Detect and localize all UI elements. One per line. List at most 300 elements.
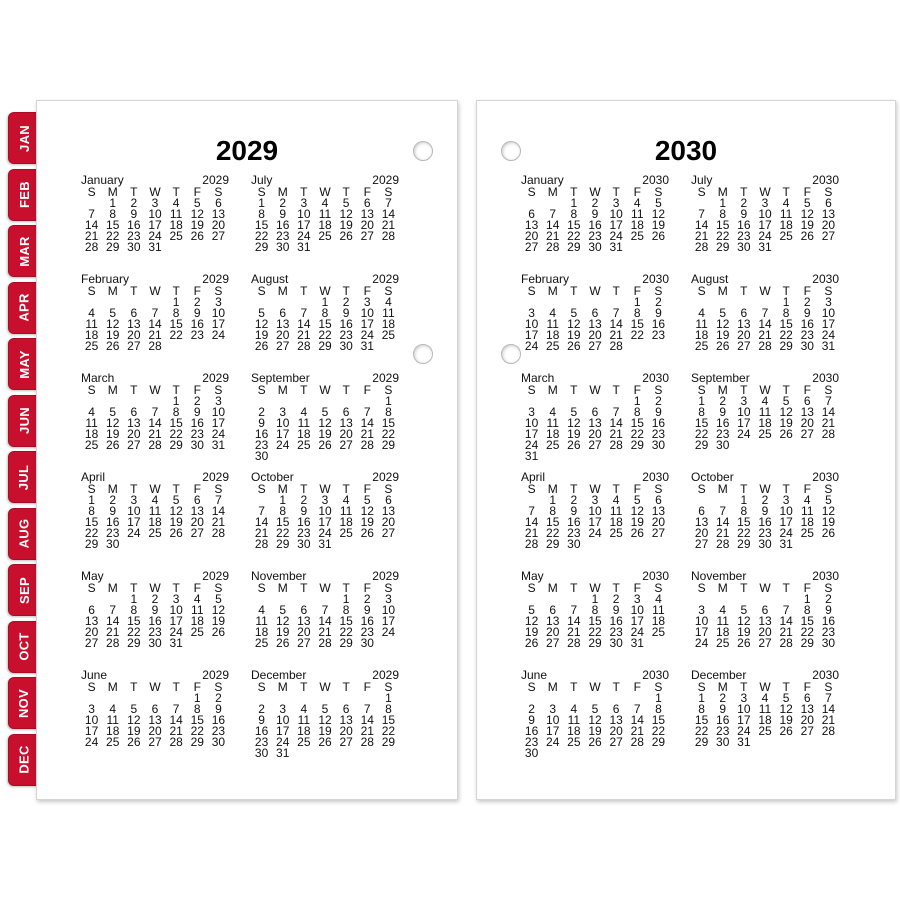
- month-year: 2029: [372, 173, 399, 187]
- day-cell: 18: [190, 614, 204, 628]
- weekday-label: T: [130, 383, 138, 397]
- day-cell: 8: [740, 504, 748, 518]
- day-cell: 8: [655, 702, 662, 716]
- day-cell: 9: [279, 207, 287, 221]
- day-cell: 23: [609, 625, 623, 639]
- day-cell: 23: [211, 724, 226, 738]
- month-april: [521, 470, 669, 550]
- day-cell: 17: [211, 317, 226, 331]
- day-cell: 18: [297, 724, 311, 738]
- day-cell: 14: [567, 614, 581, 628]
- day-cell: 1: [342, 592, 350, 606]
- day-cell: 17: [588, 515, 602, 529]
- weekday-label: T: [570, 383, 578, 397]
- day-cell: 20: [127, 427, 141, 441]
- day-cell: 12: [190, 207, 204, 221]
- day-cell: 14: [630, 713, 644, 727]
- day-cell: 12: [276, 614, 290, 628]
- day-cell: 18: [800, 515, 814, 529]
- day-cell: 1: [633, 295, 641, 309]
- day-cell: 24: [694, 636, 709, 650]
- day-cell: 20: [588, 328, 602, 342]
- day-cell: 22: [546, 526, 560, 540]
- weekday-label: W: [149, 185, 161, 199]
- day-cell: 20: [211, 218, 226, 232]
- weekday-label: S: [824, 383, 833, 397]
- day-cell: 25: [84, 339, 99, 353]
- weekday-label: F: [633, 581, 641, 595]
- day-cell: 6: [761, 603, 769, 617]
- weekday-label: M: [107, 185, 118, 199]
- day-cell: 17: [524, 328, 539, 342]
- day-cell: 15: [106, 218, 120, 232]
- day-cell: 1: [591, 592, 599, 606]
- weekday-label: S: [87, 383, 96, 397]
- day-cell: 27: [609, 735, 623, 749]
- month-year: 2029: [372, 272, 399, 286]
- month-september: [251, 371, 399, 462]
- day-cell: 3: [385, 592, 392, 606]
- weekday-label: W: [759, 680, 771, 694]
- day-cell: 22: [381, 427, 396, 441]
- day-cell: 10: [524, 317, 539, 331]
- day-cell: 11: [297, 713, 311, 727]
- day-cell: 1: [130, 592, 138, 606]
- day-cell: 7: [321, 603, 329, 617]
- day-grid: [251, 484, 399, 550]
- day-cell: 5: [591, 702, 599, 716]
- day-cell: 13: [800, 405, 814, 419]
- day-cell: 14: [318, 614, 332, 628]
- day-cell: 20: [546, 625, 560, 639]
- day-cell: 18: [297, 427, 311, 441]
- day-cell: 27: [297, 636, 311, 650]
- month-year: 2030: [642, 371, 669, 385]
- weekday-label: F: [193, 482, 201, 496]
- binder-hole: [413, 141, 433, 161]
- day-cell: 13: [758, 614, 772, 628]
- day-cell: 9: [761, 504, 769, 518]
- weekday-label: S: [257, 383, 266, 397]
- day-cell: 16: [190, 416, 204, 430]
- month-year: 2030: [642, 173, 669, 187]
- day-cell: 3: [612, 196, 620, 210]
- weekday-label: S: [384, 581, 393, 595]
- day-cell: 31: [211, 438, 226, 452]
- day-cell: 26: [567, 438, 581, 452]
- month-tab-label: MAY: [16, 349, 32, 379]
- day-cell: 19: [800, 218, 814, 232]
- weekday-label: F: [633, 482, 641, 496]
- day-cell: 2: [258, 405, 265, 419]
- day-cell: 30: [190, 438, 204, 452]
- day-cell: 29: [779, 339, 793, 353]
- day-cell: 3: [528, 405, 535, 419]
- day-cell: 10: [609, 207, 623, 221]
- month-name: July: [251, 173, 273, 187]
- day-cell: 30: [800, 339, 814, 353]
- day-grid: [521, 682, 669, 759]
- day-cell: 31: [737, 735, 751, 749]
- day-cell: 26: [254, 339, 269, 353]
- day-cell: 12: [800, 207, 814, 221]
- day-cell: 12: [106, 317, 120, 331]
- month-name: April: [521, 470, 546, 484]
- day-cell: 13: [84, 614, 99, 628]
- day-cell: 10: [737, 405, 751, 419]
- day-cell: 24: [630, 625, 644, 639]
- day-cell: 26: [360, 526, 374, 540]
- day-cell: 16: [148, 614, 162, 628]
- day-cell: 11: [382, 306, 395, 320]
- day-cell: 3: [300, 196, 308, 210]
- day-cell: 21: [630, 724, 644, 738]
- day-cell: 25: [694, 339, 709, 353]
- month-may: [521, 569, 669, 649]
- day-cell: 18: [546, 328, 560, 342]
- month-name: December: [691, 668, 747, 682]
- month-tab-label: AUG: [16, 518, 32, 549]
- day-cell: 18: [758, 416, 772, 430]
- day-cell: 31: [821, 339, 836, 353]
- weekday-label: T: [570, 581, 578, 595]
- day-cell: 28: [381, 229, 396, 243]
- day-cell: 2: [719, 691, 727, 705]
- day-cell: 5: [193, 196, 201, 210]
- day-cell: 21: [106, 625, 120, 639]
- day-cell: 15: [190, 713, 204, 727]
- weekday-label: F: [193, 581, 201, 595]
- day-cell: 7: [151, 405, 159, 419]
- day-cell: 6: [300, 603, 308, 617]
- day-cell: 11: [169, 207, 183, 221]
- day-cell: 22: [694, 724, 709, 738]
- binder-hole: [413, 344, 433, 364]
- day-cell: 8: [258, 207, 265, 221]
- day-cell: 25: [609, 526, 623, 540]
- day-cell: 1: [655, 691, 662, 705]
- weekday-label: W: [759, 482, 771, 496]
- day-cell: 19: [360, 515, 374, 529]
- month-name: July: [691, 173, 713, 187]
- day-cell: 20: [127, 328, 141, 342]
- month-year: 2030: [812, 470, 839, 484]
- day-cell: 17: [779, 515, 793, 529]
- weekday-label: S: [824, 284, 833, 298]
- day-cell: 24: [737, 427, 751, 441]
- weekday-label: M: [277, 581, 288, 595]
- month-name: October: [251, 470, 294, 484]
- day-cell: 20: [190, 515, 204, 529]
- day-cell: 23: [190, 328, 204, 342]
- month-december: [691, 668, 839, 748]
- day-cell: 2: [279, 196, 287, 210]
- day-cell: 31: [524, 449, 539, 463]
- weekday-label: S: [384, 482, 393, 496]
- weekday-label: S: [824, 482, 833, 496]
- day-cell: 16: [609, 614, 623, 628]
- day-cell: 2: [109, 493, 117, 507]
- day-cell: 22: [106, 229, 120, 243]
- day-cell: 1: [172, 394, 180, 408]
- day-cell: 11: [546, 416, 559, 430]
- day-cell: 24: [211, 328, 226, 342]
- weekday-label: T: [570, 284, 578, 298]
- day-cell: 3: [363, 295, 371, 309]
- day-cell: 17: [84, 724, 99, 738]
- weekday-label: M: [717, 680, 728, 694]
- weekday-label: S: [527, 680, 536, 694]
- day-cell: 3: [761, 196, 769, 210]
- month-tab-label: MAR: [16, 235, 32, 267]
- day-cell: 27: [546, 636, 560, 650]
- day-cell: 23: [190, 427, 204, 441]
- weekday-label: S: [257, 185, 266, 199]
- day-cell: 13: [297, 614, 311, 628]
- day-cell: 20: [360, 218, 374, 232]
- day-cell: 19: [211, 614, 226, 628]
- day-cell: 11: [716, 614, 729, 628]
- day-cell: 20: [339, 427, 353, 441]
- day-cell: 20: [297, 625, 311, 639]
- day-cell: 13: [360, 207, 374, 221]
- day-cell: 11: [339, 504, 353, 518]
- day-cell: 30: [758, 537, 772, 551]
- day-cell: 30: [821, 636, 836, 650]
- day-cell: 12: [127, 713, 141, 727]
- weekday-label: S: [87, 680, 96, 694]
- day-cell: 19: [779, 416, 793, 430]
- day-cell: 8: [88, 504, 95, 518]
- day-cell: 13: [546, 614, 560, 628]
- day-cell: 1: [193, 691, 201, 705]
- day-cell: 28: [716, 537, 730, 551]
- day-cell: 12: [737, 614, 751, 628]
- weekday-label: T: [342, 383, 350, 397]
- day-cell: 28: [758, 339, 772, 353]
- day-cell: 25: [297, 735, 311, 749]
- day-cell: 16: [821, 614, 836, 628]
- day-cell: 13: [339, 713, 353, 727]
- day-cell: 13: [609, 713, 623, 727]
- day-cell: 9: [193, 405, 201, 419]
- day-cell: 31: [758, 240, 772, 254]
- weekday-label: T: [612, 383, 620, 397]
- month-name: September: [251, 371, 310, 385]
- day-cell: 16: [651, 416, 666, 430]
- month-year: 2029: [202, 371, 229, 385]
- day-cell: 13: [588, 416, 602, 430]
- weekday-label: T: [782, 185, 790, 199]
- day-cell: 25: [318, 229, 332, 243]
- month-year: 2030: [642, 569, 669, 583]
- weekday-label: T: [300, 581, 308, 595]
- day-cell: 28: [148, 339, 162, 353]
- day-cell: 18: [694, 328, 709, 342]
- month-year: 2029: [372, 569, 399, 583]
- day-cell: 4: [109, 702, 117, 716]
- day-cell: 22: [779, 328, 793, 342]
- day-cell: 2: [300, 493, 308, 507]
- day-cell: 11: [758, 405, 772, 419]
- day-cell: 6: [825, 196, 832, 210]
- day-cell: 10: [779, 504, 793, 518]
- day-cell: 16: [737, 218, 751, 232]
- day-cell: 7: [88, 207, 95, 221]
- day-cell: 16: [339, 317, 353, 331]
- weekday-label: T: [172, 680, 180, 694]
- day-cell: 19: [254, 328, 269, 342]
- weekday-label: S: [257, 284, 266, 298]
- day-cell: 11: [148, 504, 162, 518]
- month-march: [81, 371, 229, 451]
- day-cell: 3: [279, 702, 287, 716]
- day-cell: 18: [339, 515, 353, 529]
- weekday-label: S: [214, 482, 223, 496]
- day-cell: 23: [339, 328, 353, 342]
- day-cell: 8: [549, 504, 557, 518]
- day-cell: 25: [339, 526, 353, 540]
- day-grid: [691, 583, 839, 649]
- month-year: 2030: [812, 668, 839, 682]
- weekday-label: S: [697, 185, 706, 199]
- day-cell: 14: [360, 713, 374, 727]
- day-cell: 25: [779, 229, 793, 243]
- day-cell: 26: [821, 526, 836, 540]
- day-cell: 26: [737, 636, 751, 650]
- weekday-label: T: [612, 680, 620, 694]
- day-cell: 11: [106, 713, 119, 727]
- weekday-label: T: [130, 482, 138, 496]
- day-cell: 15: [694, 416, 709, 430]
- day-cell: 1: [172, 295, 180, 309]
- day-cell: 30: [276, 240, 290, 254]
- weekday-label: T: [570, 482, 578, 496]
- weekday-label: M: [717, 581, 728, 595]
- day-cell: 23: [254, 735, 269, 749]
- day-cell: 17: [127, 515, 141, 529]
- day-cell: 14: [381, 207, 396, 221]
- day-cell: 19: [567, 328, 581, 342]
- weekday-label: M: [107, 581, 118, 595]
- day-cell: 11: [695, 317, 708, 331]
- month-year: 2029: [372, 470, 399, 484]
- day-cell: 10: [211, 405, 226, 419]
- day-cell: 23: [821, 625, 836, 639]
- day-cell: 23: [588, 229, 602, 243]
- day-cell: 28: [567, 636, 581, 650]
- day-cell: 3: [151, 196, 159, 210]
- day-cell: 16: [651, 317, 666, 331]
- day-cell: 24: [148, 229, 162, 243]
- day-cell: 12: [106, 416, 120, 430]
- day-cell: 22: [800, 625, 814, 639]
- day-cell: 2: [193, 295, 201, 309]
- day-cell: 3: [633, 592, 641, 606]
- day-cell: 9: [612, 603, 620, 617]
- day-cell: 20: [381, 515, 396, 529]
- day-cell: 29: [381, 735, 396, 749]
- weekday-label: T: [782, 383, 790, 397]
- day-cell: 24: [588, 526, 602, 540]
- day-cell: 9: [342, 306, 350, 320]
- weekday-label: M: [547, 581, 558, 595]
- day-cell: 19: [339, 218, 353, 232]
- day-cell: 26: [106, 339, 120, 353]
- day-cell: 25: [381, 328, 396, 342]
- month-year: 2030: [812, 569, 839, 583]
- weekday-label: S: [214, 284, 223, 298]
- day-cell: 14: [821, 702, 836, 716]
- day-cell: 6: [385, 493, 392, 507]
- day-cell: 2: [761, 493, 769, 507]
- day-cell: 17: [148, 218, 162, 232]
- day-cell: 5: [215, 592, 222, 606]
- day-cell: 28: [297, 339, 311, 353]
- weekday-label: T: [782, 482, 790, 496]
- day-cell: 15: [169, 317, 183, 331]
- day-cell: 31: [297, 240, 311, 254]
- day-cell: 5: [279, 603, 287, 617]
- day-cell: 25: [190, 625, 204, 639]
- day-cell: 12: [254, 317, 269, 331]
- day-cell: 17: [694, 625, 709, 639]
- weekday-label: S: [87, 482, 96, 496]
- day-cell: 3: [172, 592, 180, 606]
- weekday-label: F: [633, 284, 641, 298]
- day-cell: 21: [169, 724, 183, 738]
- day-cell: 19: [779, 713, 793, 727]
- day-cell: 7: [151, 306, 159, 320]
- weekday-label: M: [717, 482, 728, 496]
- day-cell: 11: [801, 504, 814, 518]
- day-cell: 19: [318, 724, 332, 738]
- day-cell: 27: [800, 427, 814, 441]
- weekday-label: F: [633, 680, 641, 694]
- day-cell: 9: [740, 207, 748, 221]
- day-cell: 4: [719, 603, 727, 617]
- day-cell: 20: [758, 625, 772, 639]
- weekday-label: T: [300, 284, 308, 298]
- day-cell: 9: [570, 504, 578, 518]
- day-cell: 29: [546, 537, 560, 551]
- day-cell: 2: [570, 493, 578, 507]
- month-november: [691, 569, 839, 649]
- day-cell: 8: [193, 702, 201, 716]
- day-cell: 1: [633, 394, 641, 408]
- day-cell: 19: [737, 625, 751, 639]
- day-cell: 9: [719, 405, 727, 419]
- day-cell: 1: [385, 394, 392, 408]
- day-cell: 22: [716, 229, 730, 243]
- month-december: [251, 668, 399, 759]
- weekday-label: M: [107, 482, 118, 496]
- day-cell: 4: [761, 394, 769, 408]
- day-cell: 8: [803, 603, 811, 617]
- month-year: 2030: [642, 668, 669, 682]
- day-cell: 28: [609, 339, 623, 353]
- weekday-label: T: [172, 482, 180, 496]
- day-cell: 26: [651, 229, 666, 243]
- day-cell: 25: [106, 735, 120, 749]
- day-cell: 4: [342, 493, 350, 507]
- day-cell: 10: [546, 713, 560, 727]
- day-cell: 4: [698, 306, 705, 320]
- day-cell: 5: [803, 196, 811, 210]
- day-cell: 2: [193, 394, 201, 408]
- day-cell: 26: [779, 427, 793, 441]
- month-name: May: [81, 569, 104, 583]
